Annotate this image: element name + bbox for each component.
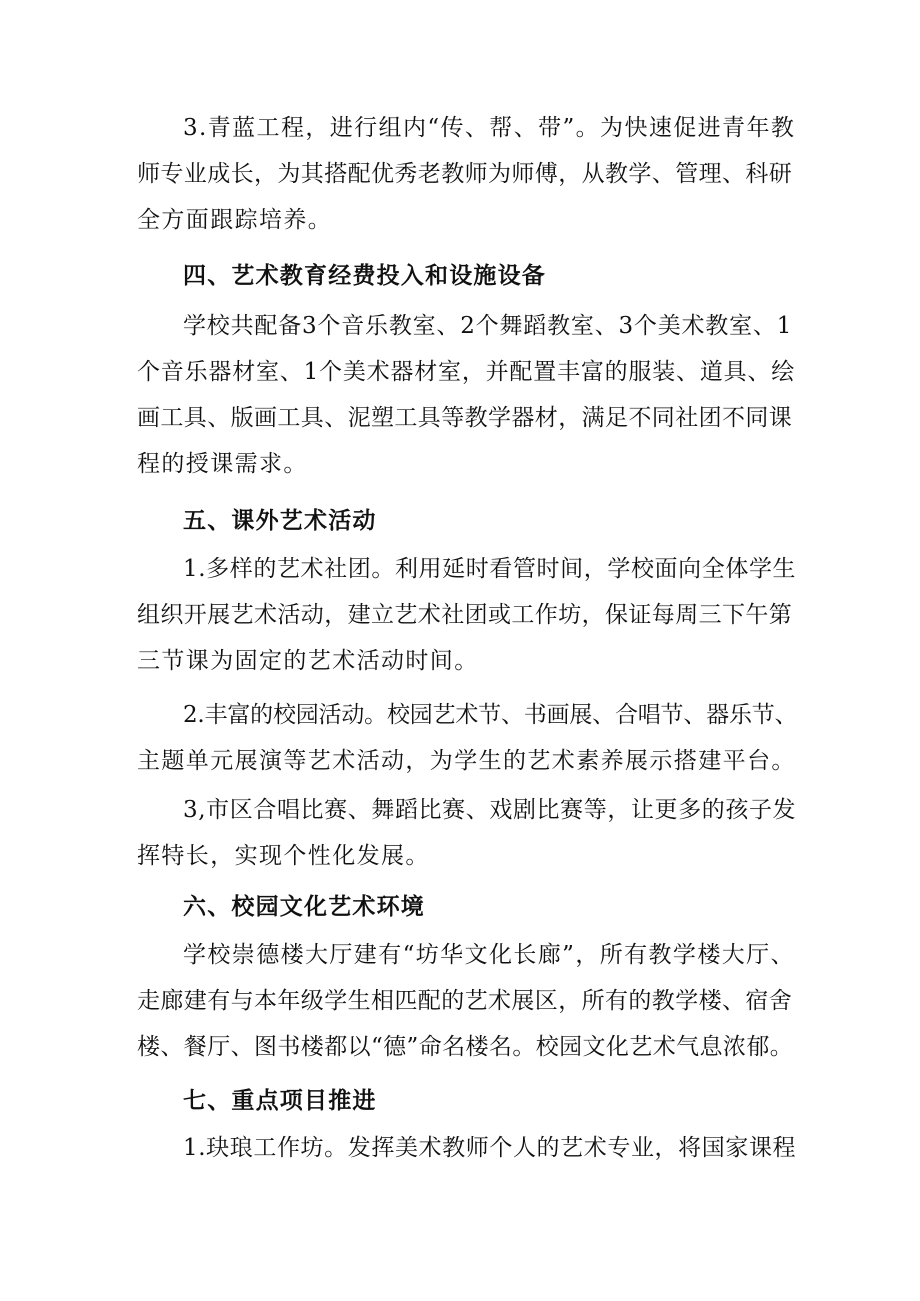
paragraph-line: 2.丰富的校园活动。校园艺术节、书画展、合唱节、器乐节、 (183, 702, 798, 728)
paragraph-line: 个音乐器材室、1个美术器材室，并配置丰富的服装、道具、绘 (137, 359, 796, 385)
paragraph-qinglan-project (137, 105, 797, 243)
paragraph-line: 走廊建有与本年级学生相匹配的艺术展区，所有的教学楼、宿舍 (137, 988, 793, 1014)
section-heading-6: 六、校园文化艺术环境 (183, 894, 425, 920)
paragraph-line: 学校共配备3个音乐教室、2个舞蹈教室、3个美术教室、1 (183, 313, 793, 339)
paragraph-campus-culture (137, 932, 797, 1070)
paragraph-line: 3.青蓝工程，进行组内“传、帮、带”。为快速促进青年教 (183, 115, 796, 141)
paragraph-line: 楼、餐厅、图书楼都以“德”命名楼名。校园文化艺术气息浓郁。 (137, 1034, 794, 1060)
paragraph-line: 主题单元展演等艺术活动，为学生的艺术素养展示搭建平台。 (137, 748, 796, 774)
paragraph-facilities (137, 303, 797, 487)
section-heading-7: 七、重点项目推进 (183, 1088, 377, 1114)
paragraph-competitions (137, 787, 797, 879)
paragraph-line: 程的授课需求。 (137, 451, 308, 477)
section-heading-4: 四、艺术教育经费投入和设施设备 (183, 263, 546, 289)
paragraph-line: 三节课为固定的艺术活动时间。 (137, 648, 479, 674)
paragraph-jueliang-workshop (137, 1125, 797, 1171)
paragraph-line: 全方面跟踪培养。 (137, 207, 333, 233)
paragraph-line: 1.多样的艺术社团。利用延时看管时间，学校面向全体学生 (183, 556, 797, 582)
section-heading-5: 五、课外艺术活动 (183, 508, 377, 534)
paragraph-line: 3,市区合唱比赛、舞蹈比赛、戏剧比赛等，让更多的孩子发 (183, 797, 797, 823)
paragraph-line: 师专业成长，为其搭配优秀老教师为师傅，从教学、管理、科研 (137, 161, 793, 187)
paragraph-line: 挥特长，实现个性化发展。 (137, 843, 430, 869)
paragraph-line: 画工具、版画工具、泥塑工具等教学器材，满足不同社团不同课 (137, 405, 793, 431)
paragraph-line: 学校崇德楼大厅建有“坊华文化长廊”，所有教学楼大厅、 (183, 942, 795, 968)
paragraph-art-clubs (137, 546, 797, 684)
paragraph-line: 1.玦琅工作坊。发挥美术教师个人的艺术专业，将国家课程 (183, 1135, 797, 1161)
paragraph-line: 组织开展艺术活动，建立艺术社团或工作坊，保证每周三下午第 (137, 602, 793, 628)
paragraph-campus-activities (137, 692, 797, 784)
